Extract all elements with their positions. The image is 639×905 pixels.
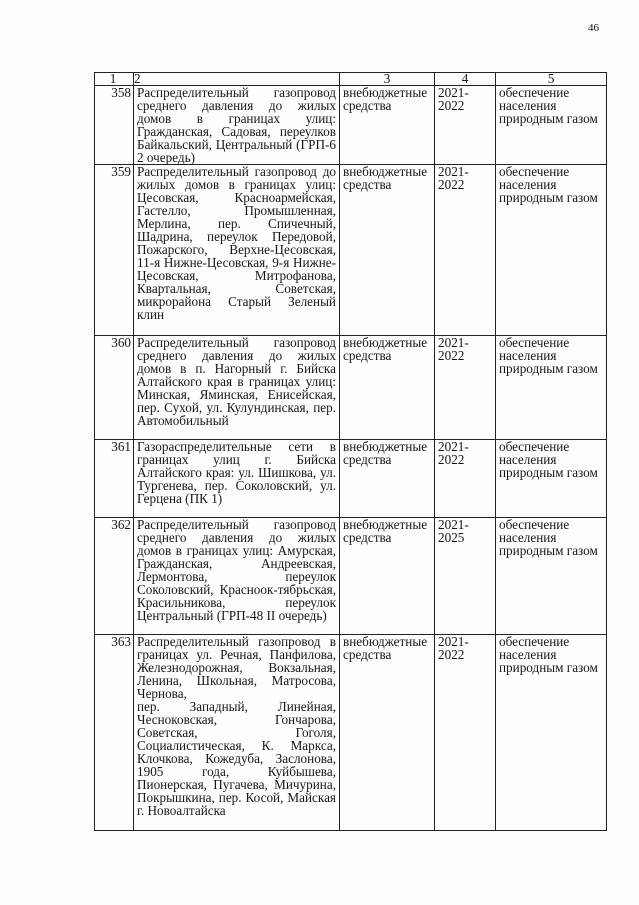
object-name: Распределительный газопровод среднего давления до жилых домов в границах улиц: Амурская, Гражданская, Андреевская, Лермонтова, переулок Соколовский, Красноок-тябрьская, Красильникова, переулок Центральный (ГРП-48 II очередь) <box>134 518 340 635</box>
projects-table <box>94 72 607 831</box>
object-name-part: Распределительный газопровод в границах ул. Речная, Панфилова, Железнодорожная, Вокзальная, Ленина, Школьная, Матросова, Чернова, <box>137 634 336 701</box>
table-header-row <box>95 73 607 86</box>
purpose: обеспечение населения природным газом <box>496 635 607 831</box>
object-name: Распределительный газопровод до жилых домов в границах улиц: Цесовская, Красноармейская, Гастелло, Промышленная, Мерлина, пер. Спичечный, Шадрина, переулок Передовой, Пожарского, Верхне-Цесовская, 11-я Нижне-Цесовская, 9-я Нижне-Цесовская, Митрофанова, Квартальная, Советская, микрорайона Старый Зеленый клин <box>134 165 340 336</box>
table-row <box>95 165 607 336</box>
row-number: 361 <box>95 440 134 518</box>
row-number: 362 <box>95 518 134 635</box>
object-name: Распределительный газопровод среднего давления до жилых домов в границах улиц: Гражданская, Садовая, переулков Байкальский, Центральный (ГРП-6 2 очередь) <box>134 86 340 165</box>
column-header-3: 3 <box>340 73 435 86</box>
table-row <box>95 440 607 518</box>
column-header-2: 2 <box>134 73 340 86</box>
funding-source: внебюджетные средства <box>340 635 435 831</box>
implementation-period: 2021-2022 <box>435 635 496 831</box>
implementation-period: 2021-2022 <box>435 165 496 336</box>
funding-source: внебюджетные средства <box>340 336 435 440</box>
implementation-period: 2021-2025 <box>435 518 496 635</box>
column-header-4: 4 <box>435 73 496 86</box>
row-number: 363 <box>95 635 134 831</box>
purpose: обеспечение населения природным газом <box>496 440 607 518</box>
row-number: 360 <box>95 336 134 440</box>
row-number: 358 <box>95 86 134 165</box>
funding-source: внебюджетные средства <box>340 165 435 336</box>
funding-source: внебюджетные средства <box>340 440 435 518</box>
object-name-continuation: пер. Западный, Линейная, Чесноковская, Гончарова, Советская, Гоголя, Социалистическая, К. Маркса, Клочкова, Кожедуба, Заслонова, 1905 года, Куйбышева, Пионерская, Пугачева, Мичурина, Покрышкина, пер. Косой, Майская г. Новоалтайска <box>137 699 336 818</box>
column-header-1: 1 <box>95 73 134 86</box>
funding-source: внебюджетные средства <box>340 86 435 165</box>
purpose: обеспечение населения природным газом <box>496 86 607 165</box>
column-header-5: 5 <box>496 73 607 86</box>
table-row <box>95 518 607 635</box>
implementation-period: 2021-2022 <box>435 336 496 440</box>
implementation-period: 2021-2022 <box>435 440 496 518</box>
implementation-period: 2021-2022 <box>435 86 496 165</box>
object-name: Распределительный газопровод среднего давления до жилых домов в п. Нагорный г. Бийска Алтайского края в границах улиц: Минская, Яминская, Енисейская, пер. Сухой, ул. Кулундинская, пер. Автомобильный <box>134 336 340 440</box>
purpose: обеспечение населения природным газом <box>496 518 607 635</box>
page-number: 46 <box>588 22 599 34</box>
purpose: обеспечение населения природным газом <box>496 336 607 440</box>
object-name: Газораспределительные сети в границах улиц г. Бийска Алтайского края: ул. Шишкова, ул. Тургенева, пер. Соколовский, ул. Герцена (ПК 1) <box>134 440 340 518</box>
row-number: 359 <box>95 165 134 336</box>
object-name <box>134 635 340 831</box>
table-row <box>95 336 607 440</box>
table-row <box>95 635 607 831</box>
purpose: обеспечение населения природным газом <box>496 165 607 336</box>
table-row <box>95 86 607 165</box>
funding-source: внебюджетные средства <box>340 518 435 635</box>
